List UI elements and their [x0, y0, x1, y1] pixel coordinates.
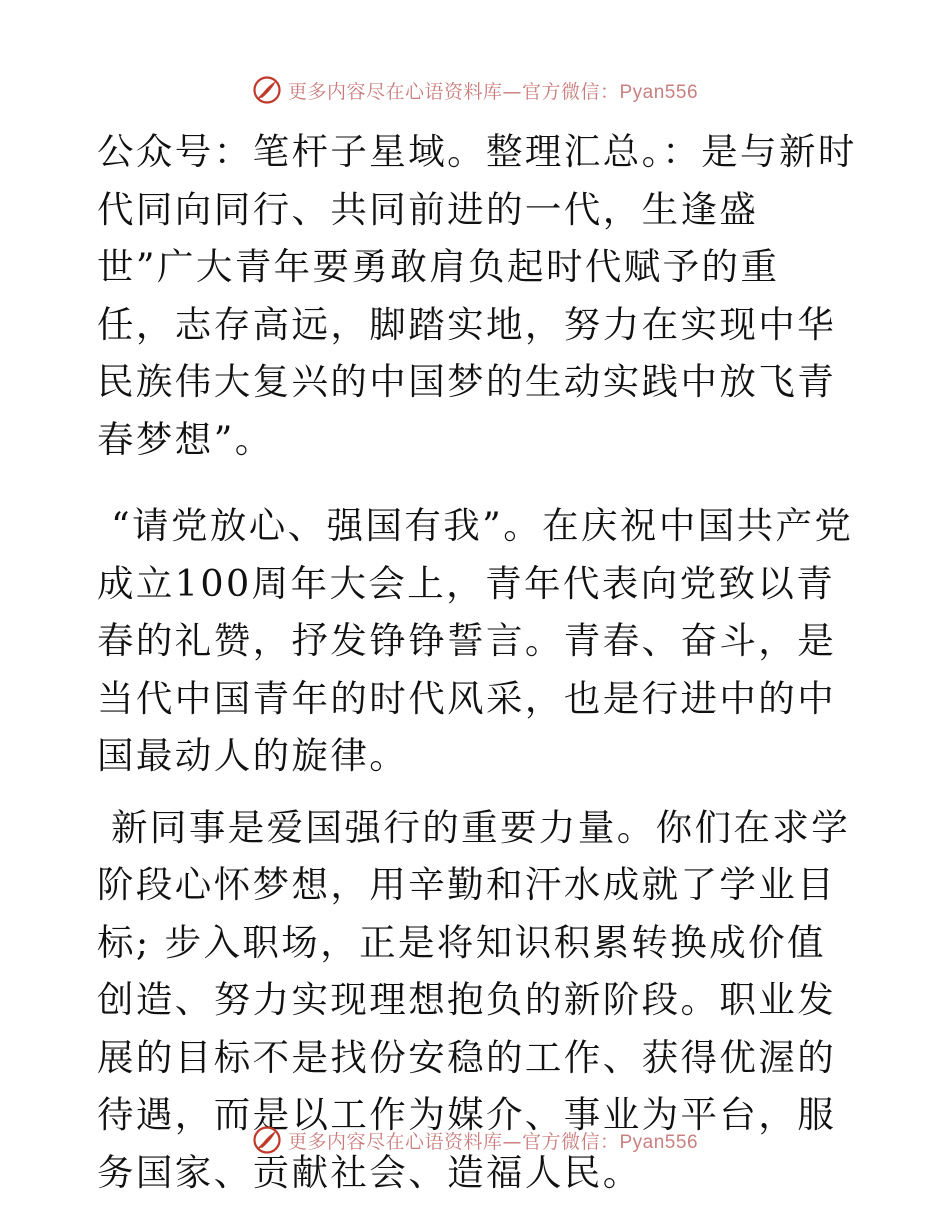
footer-watermark-banner — [0, 1122, 950, 1158]
paragraph-1: 公众号：笔杆子星域。整理汇总。：是与新时代同向同行、共同前进的一代，生逢盛世”广大青年要勇敢肩负起时代赋予的重任，志存高远，脚踏实地，努力在实现中华民族伟大复兴的中国梦的生动实践中放飞青春梦想”。 — [97, 130, 857, 461]
paragraph-2: “请党放心、强国有我”。在庆祝中国共产党成立100周年大会上，青年代表向党致以青春的礼赞，抒发铮铮誓言。青春、奋斗，是当代中国青年的时代风采，也是行进中的中国最动人的旋律。 — [97, 504, 854, 777]
header-wechat-handle: Pyan556 — [619, 81, 699, 103]
quill-logo-icon — [252, 75, 282, 105]
paragraph-3: 新同事是爱国强行的重要力量。你们在求学阶段心怀梦想，用辛勤和汗水成就了学业目标; 步入职场，正是将知识积累转换成价值创造、努力实现理想抱负的新阶段。职业发展的目标不是找份安稳的工作、获得优渥的待遇，而是以工作为媒介、事业为平台，服务国家、贡献社会、造福人民。 — [97, 805, 851, 1194]
footer-wechat-handle: Pyan556 — [619, 1131, 699, 1153]
quill-logo-icon — [252, 1125, 282, 1155]
footer-banner-text: 更多内容尽在心语资料库—官方微信：Pyan556 — [287, 1130, 699, 1153]
header-watermark-banner — [0, 72, 950, 108]
header-banner-text: 更多内容尽在心语资料库—官方微信：Pyan556 — [287, 80, 699, 103]
document-body — [97, 123, 857, 1201]
